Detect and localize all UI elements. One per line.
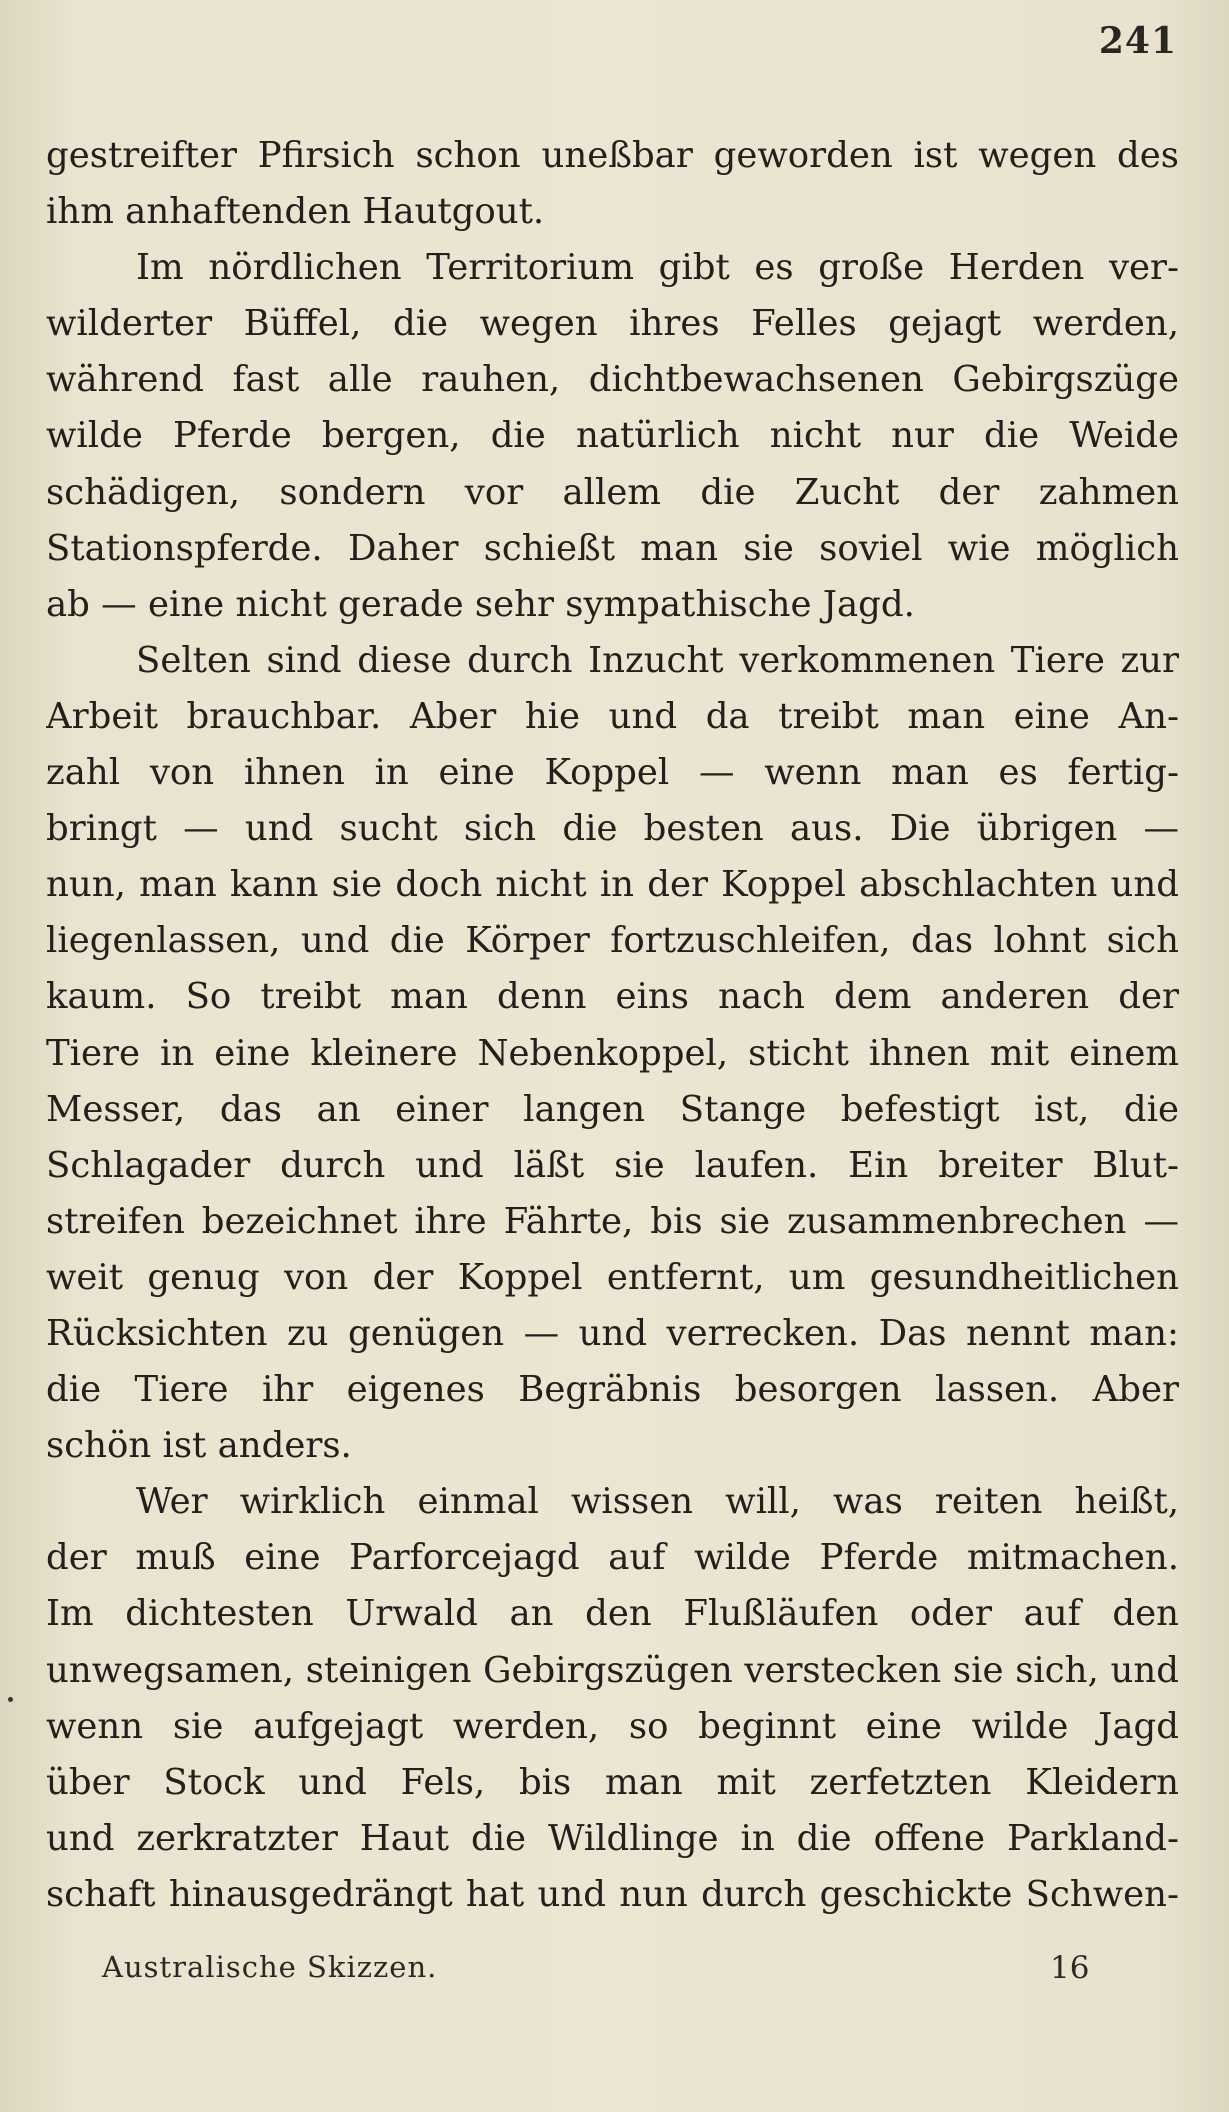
- text-line: Arbeit brauchbar. Aber hie und da treibt man eine An-: [46, 695, 1179, 737]
- text-line: Tiere in eine kleinere Nebenkoppel, sticht ihnen mit einem: [46, 1032, 1179, 1074]
- text-line: schädigen, sondern vor allem die Zucht der zahmen: [46, 471, 1179, 513]
- text-line: über Stock und Fels, bis man mit zerfetzten Kleidern: [46, 1761, 1179, 1803]
- text-line: bringt — und sucht sich die besten aus. Die übrigen —: [46, 808, 1179, 850]
- text-line: während fast alle rauhen, dichtbewachsenen Gebirgszüge: [46, 359, 1179, 401]
- text-line: schön ist anders.: [46, 1425, 352, 1467]
- running-title: Australische Skizzen.: [102, 1950, 438, 1984]
- text-line: Im nördlichen Territorium gibt es große Herden ver-: [136, 247, 1179, 289]
- text-line: wilde Pferde bergen, die natürlich nicht nur die Weide: [46, 415, 1179, 457]
- text-line: Wer wirklich einmal wissen will, was reiten heißt,: [136, 1481, 1179, 1523]
- text-line: die Tiere ihr eigenes Begräbnis besorgen lassen. Aber: [46, 1369, 1179, 1411]
- text-line: zahl von ihnen in eine Koppel — wenn man es fertig-: [46, 752, 1179, 794]
- text-line: schaft hinausgedrängt hat und nun durch geschickte Schwen-: [46, 1873, 1179, 1915]
- page-footer: [102, 1950, 1092, 1990]
- text-line: gestreifter Pfirsich schon uneßbar geworden ist wegen des: [46, 135, 1179, 176]
- text-line: ihm anhaftenden Hautgout.: [46, 191, 545, 233]
- text-line: wenn sie aufgejagt werden, so beginnt eine wilde Jagd: [46, 1705, 1179, 1747]
- text-line: unwegsamen, steinigen Gebirgszügen verstecken sie sich, und: [46, 1649, 1179, 1691]
- text-line: der muß eine Parforcejagd auf wilde Pferde mitmachen.: [46, 1537, 1179, 1579]
- text-line: nun, man kann sie doch nicht in der Koppel abschlachten und: [46, 864, 1179, 906]
- text-line: liegenlassen, und die Körper fortzuschleifen, das lohnt sich: [46, 920, 1179, 962]
- text-line: weit genug von der Koppel entfernt, um gesundheitlichen: [46, 1256, 1179, 1298]
- body-text: [46, 128, 1179, 1923]
- text-line: wilderter Büffel, die wegen ihres Felles gejagt werden,: [46, 303, 1179, 345]
- page-number: 241: [1098, 20, 1177, 62]
- text-line: und zerkratzter Haut die Wildlinge in die offene Parkland-: [46, 1817, 1179, 1859]
- text-line: Rücksichten zu genügen — und verrecken. Das nennt man:: [46, 1312, 1179, 1354]
- paper-speck: [8, 1697, 13, 1702]
- text-line: kaum. So treibt man denn eins nach dem anderen der: [46, 976, 1179, 1018]
- text-line: Schlagader durch und läßt sie laufen. Ein breiter Blut-: [46, 1144, 1179, 1186]
- text-line: Selten sind diese durch Inzucht verkommenen Tiere zur: [136, 639, 1179, 681]
- text-line: ab — eine nicht gerade sehr sympathische Jagd.: [46, 583, 915, 625]
- text-line: Stationspferde. Daher schießt man sie soviel wie möglich: [46, 527, 1179, 569]
- text-line: Im dichtesten Urwald an den Flußläufen oder auf den: [46, 1593, 1179, 1635]
- text-line: Messer, das an einer langen Stange befestigt ist, die: [46, 1088, 1179, 1130]
- text-line: streifen bezeichnet ihre Fährte, bis sie zusammenbrechen —: [46, 1200, 1179, 1242]
- sheet-number: 16: [1050, 1950, 1090, 1986]
